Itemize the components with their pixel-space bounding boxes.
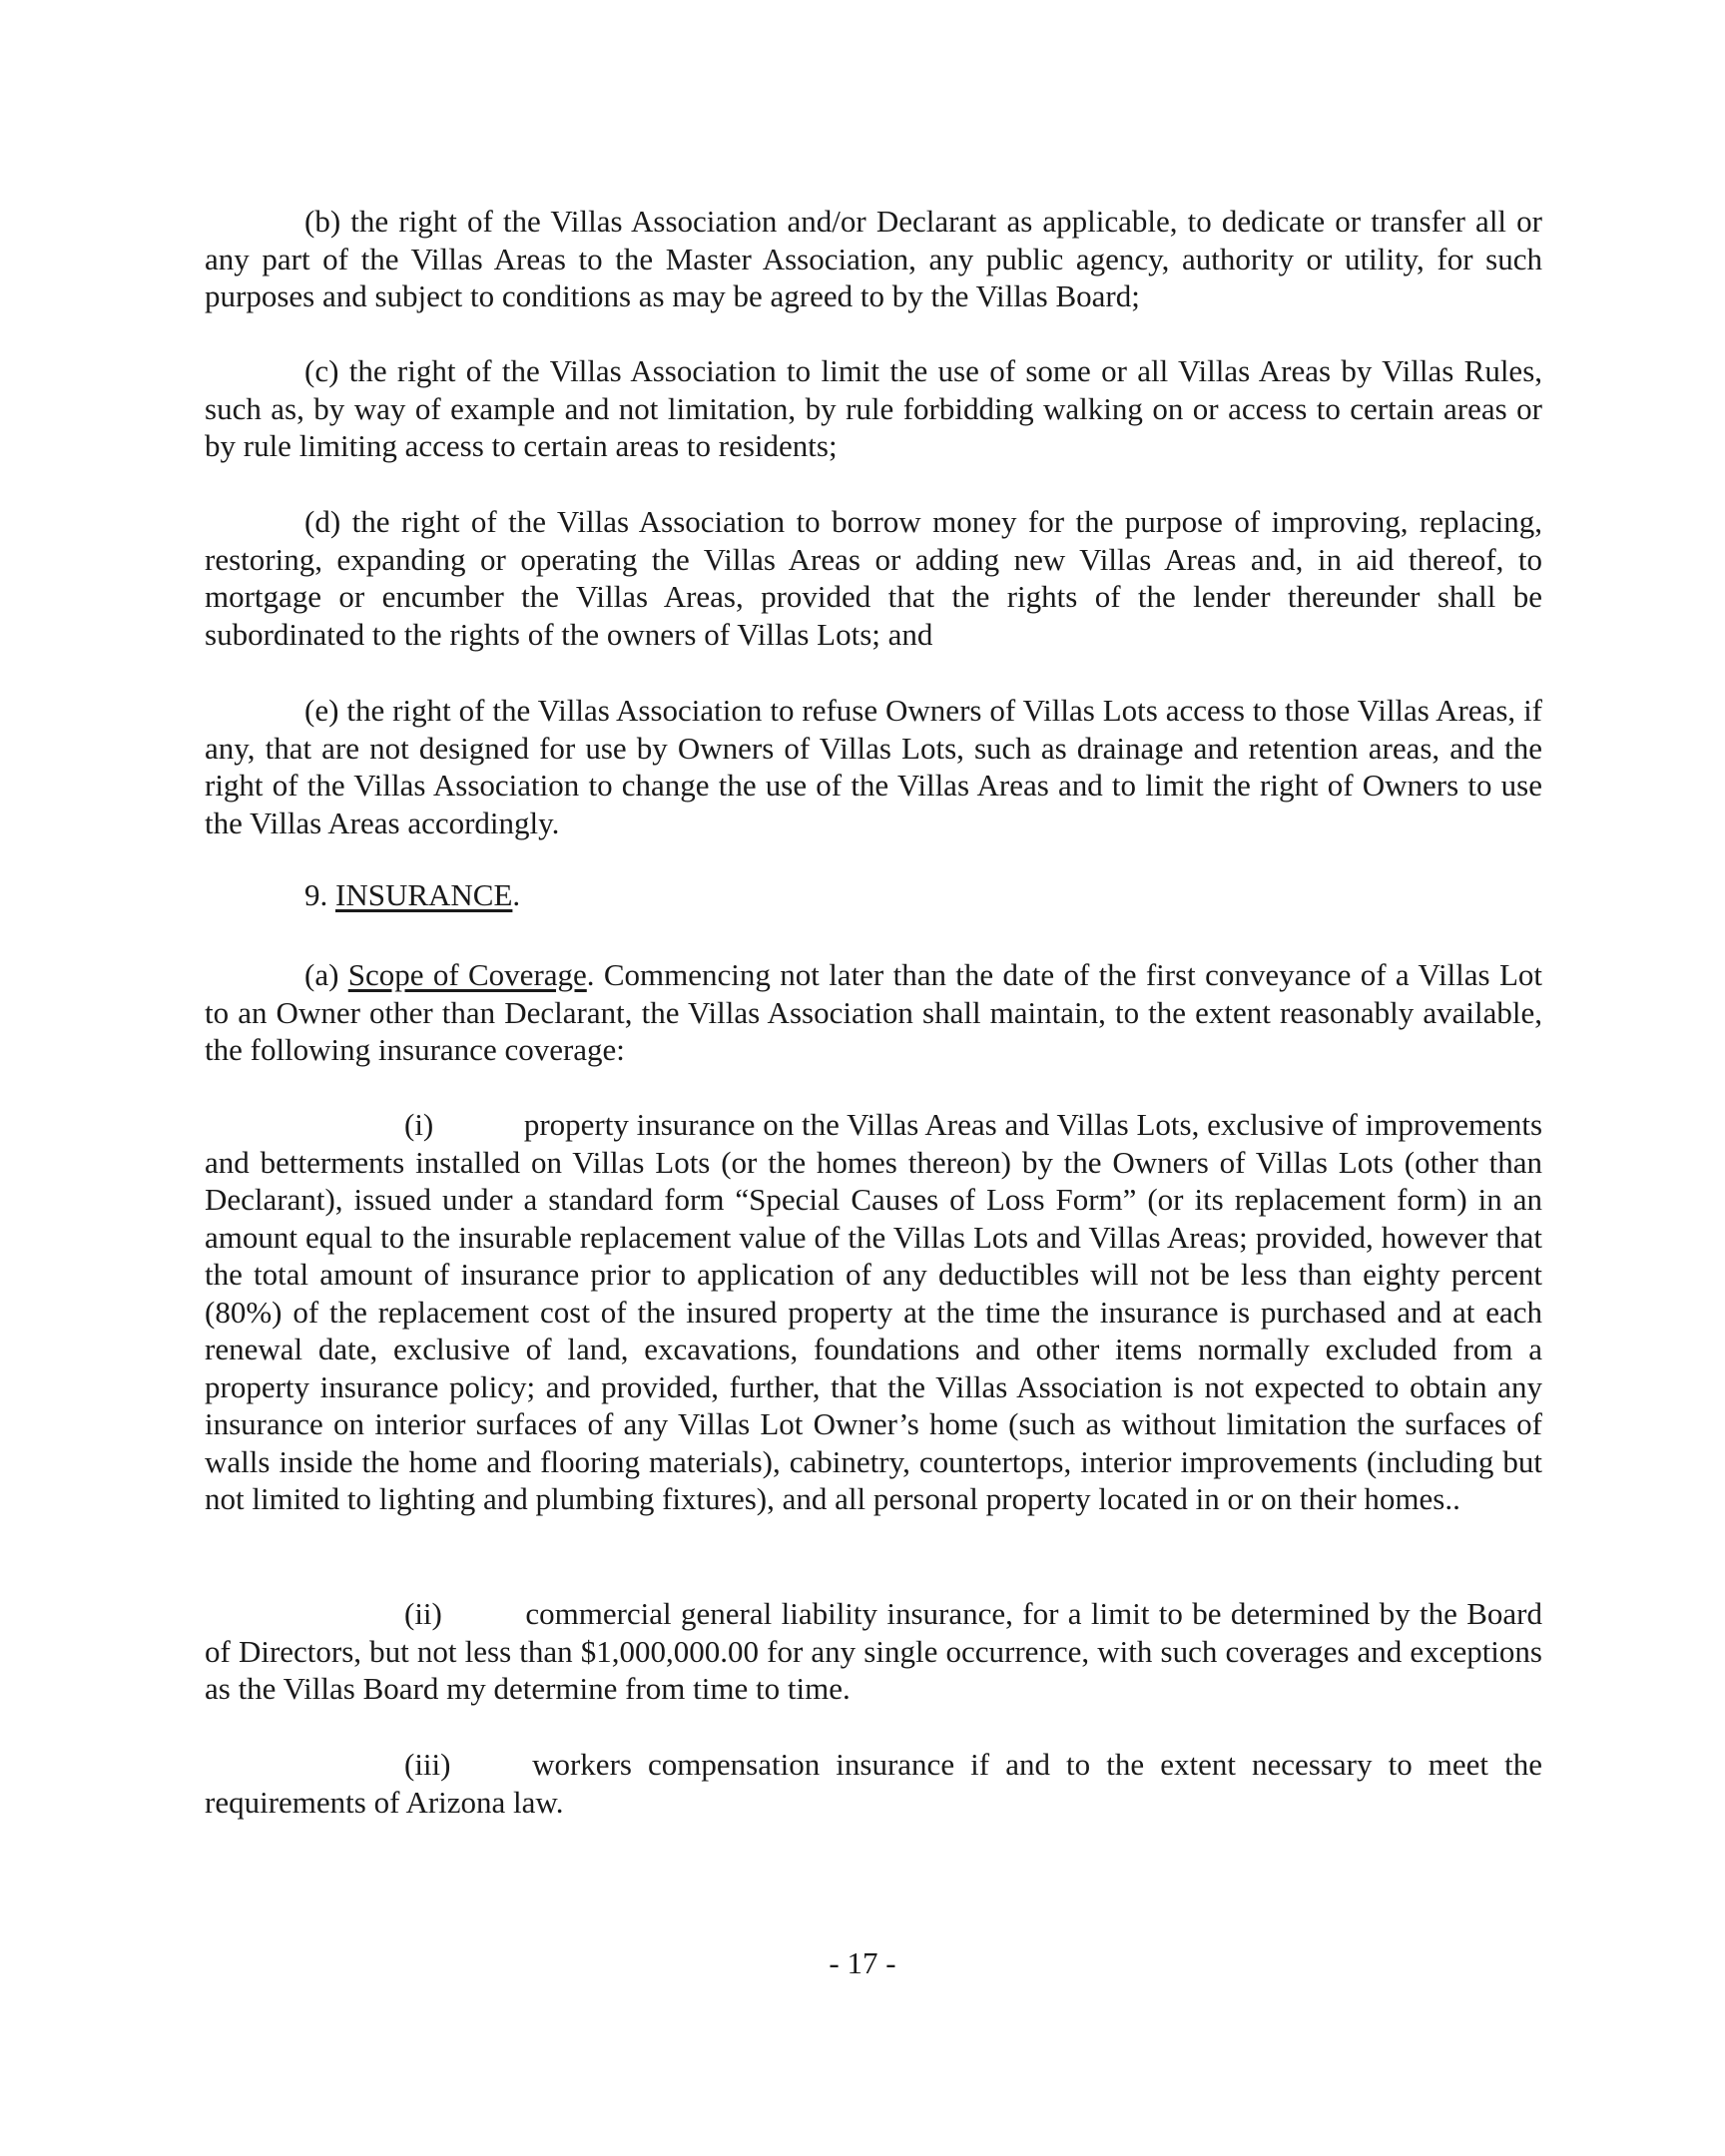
- paragraph-e: [205, 692, 1542, 841]
- paragraph-i: [205, 1106, 1542, 1518]
- paragraph-text: property insurance on the Villas Areas and Villas Lots, exclusive of improvements and betterments installed on Villas Lots (or the homes thereon) by the Owners of Villas Lots (other than Declarant), issued under a standard form “Special Causes of Loss Form” (or its replacement form) in an amount equal to the insurable replacement value of the Villas Lots and Villas Areas; provided, however that the total amount of insurance prior to application of any deductibles will not be less than eighty percent (80%) of the replacement cost of the insured property at the time the insurance is purchased and at each renewal date, exclusive of land, excavations, foundations and other items normally excluded from a property insurance policy; and provided, further, that the Villas Association is not expected to obtain any insurance on interior surfaces of any Villas Lot Owner’s home (such as without limitation the surfaces of walls inside the home and flooring materials), cabinetry, countertops, interior improvements (including but not limited to lighting and plumbing fixtures), and all personal property located in or on their homes..: [205, 1107, 1543, 1516]
- paragraph-text: the right of the Villas Association and/or Declarant as applicable, to dedicate or transfer all or any part of the Villas Areas to the Master Association, any public agency, authority or utility, for such purposes and subject to conditions as may be agreed to by the Villas Board;: [205, 204, 1542, 313]
- paragraph-iii: [205, 1746, 1542, 1821]
- paragraph-text: workers compensation insurance if and to the extent necessary to meet the requirements of Arizona law.: [205, 1747, 1542, 1820]
- paragraph-c: [205, 352, 1542, 465]
- section-heading-insurance: [304, 876, 520, 914]
- paragraph-label: (i): [404, 1107, 434, 1142]
- paragraph-text: the right of the Villas Association to refuse Owners of Villas Lots access to those Villas Areas, if any, that are not designed for use by Owners of Villas Lots, such as drainage and retention areas, and the right of the Villas Association to change the use of the Villas Areas and to limit the right of Owners to use the Villas Areas accordingly.: [205, 693, 1543, 840]
- subsection-title-suffix: .: [586, 957, 595, 992]
- paragraph-text: Commencing not later than the date of the first conveyance of a Villas Lot to an Owner other than Declarant, the Villas Association shall maintain, to the extent reasonably available, the following insurance coverage:: [205, 957, 1542, 1067]
- paragraph-label: (d): [304, 504, 341, 539]
- paragraph-label: (a): [304, 957, 339, 992]
- paragraph-text: commercial general liability insurance, for a limit to be determined by the Board of Directors, but not less than $1,000,000.00 for any single occurrence, with such coverages and exceptions as the Villas Board my determine from time to time.: [205, 1596, 1543, 1706]
- paragraph-b: [205, 203, 1542, 315]
- paragraph-label: (e): [304, 693, 339, 728]
- paragraph-label: (c): [304, 353, 339, 388]
- subsection-title: Scope of Coverage: [347, 957, 587, 992]
- paragraph-label: (iii): [404, 1747, 451, 1782]
- page-number: - 17 -: [829, 1945, 896, 1980]
- paragraph-ii: [205, 1595, 1542, 1708]
- paragraph-label: (ii): [404, 1596, 442, 1631]
- section-title-suffix: .: [512, 877, 521, 912]
- section-number: 9.: [304, 877, 328, 912]
- paragraph-label: (b): [304, 204, 341, 239]
- paragraph-scope-of-coverage: [205, 956, 1542, 1069]
- paragraph-text: the right of the Villas Association to borrow money for the purpose of improving, replacing, restoring, expanding or operating the Villas Areas or adding new Villas Areas and, in aid thereof, to mortgage or encumber the Villas Areas, provided that the rights of the lender thereunder shall be subordinated to the rights of the owners of Villas Lots; and: [205, 504, 1543, 652]
- paragraph-text: the right of the Villas Association to limit the use of some or all Villas Areas by Villas Rules, such as, by way of example and not limitation, by rule forbidding walking on or access to certain areas or by rule limiting access to certain areas to residents;: [205, 353, 1543, 463]
- paragraph-d: [205, 503, 1542, 653]
- section-title: INSURANCE: [335, 877, 513, 912]
